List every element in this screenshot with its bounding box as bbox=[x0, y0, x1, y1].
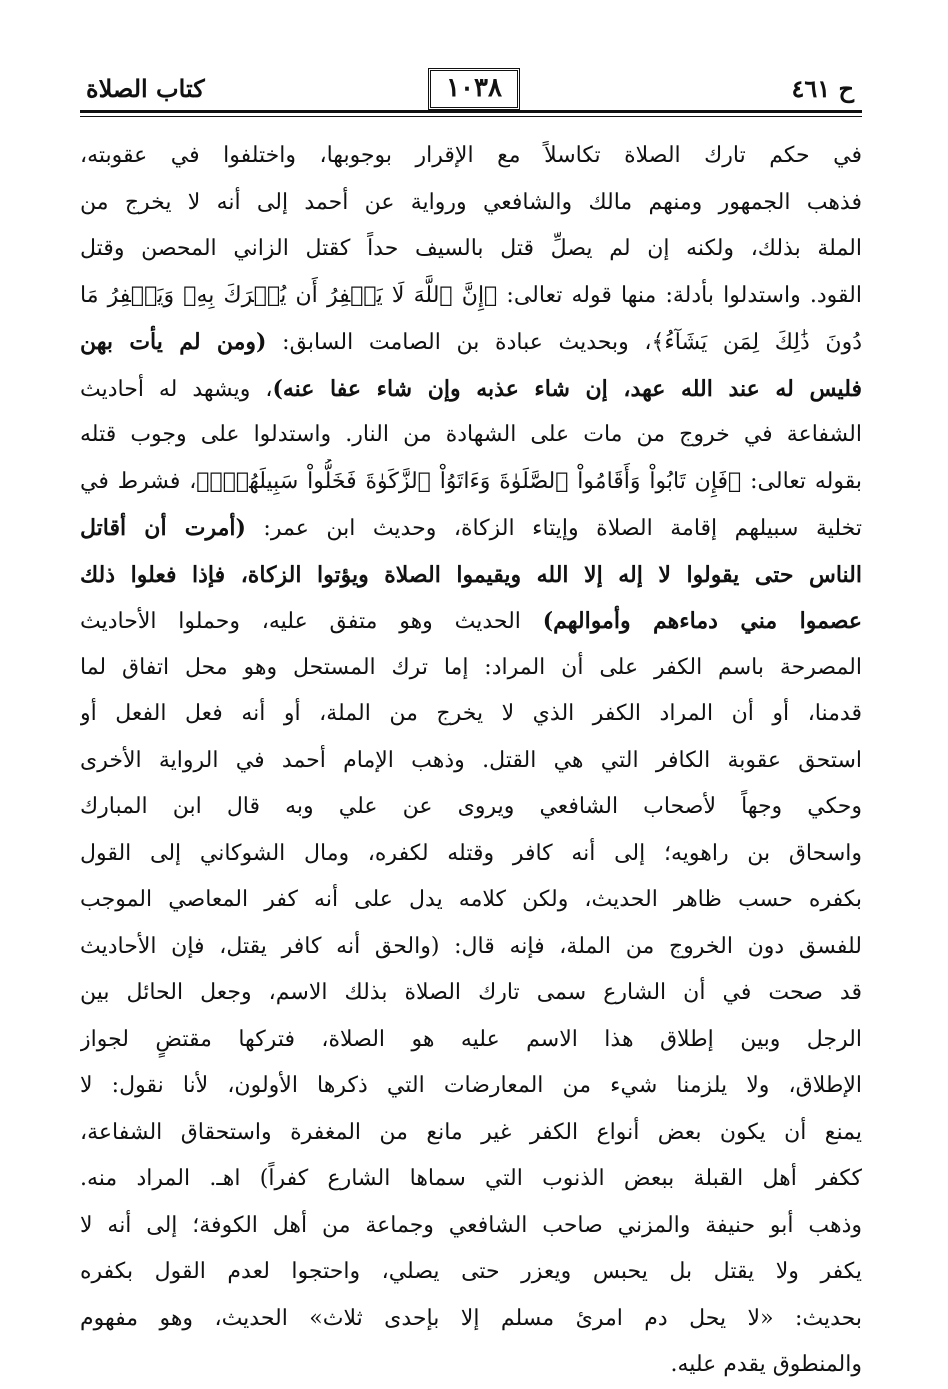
page-number: ١٠٣٨ bbox=[428, 68, 520, 110]
text-segment: والمنطوق يقدم عليه. bbox=[670, 1352, 862, 1377]
text-segment: للفسق دون الخروج من الملة، فإنه قال: (والحق أنه كافر يقتل، فإن الأحاديث bbox=[80, 933, 862, 959]
text-line bbox=[80, 366, 862, 413]
text-segment: بقوله تعالى: ﴿فَإِن تَابُواْ وَأَقَامُواْ ٱلصَّلَوٰةَ وَءَاتَوُاْ ٱلزَّكَوٰةَ فَخَلُّواْ سَبِيلَهُمۡۚ﴾، فشرط في bbox=[80, 468, 862, 494]
page-header bbox=[80, 72, 860, 114]
hadith-quote: (أمرت أن أقاتل bbox=[80, 515, 246, 541]
text-line bbox=[80, 738, 862, 785]
text-segment: يمنع أن يكون بعض أنواع الكفر غير مانع من المغفرة واستحقاق الشفاعة، bbox=[80, 1119, 862, 1145]
text-segment: يكفر ولا يقتل بل يحبس ويعزر حتى يصلي، واحتجوا لعدم القول بكفره bbox=[80, 1259, 862, 1284]
text-segment: الملة بذلك، ولكنه إن لم يصلِّ قتل بالسيف حداً كقتل الزاني المحصن وقتل bbox=[80, 236, 862, 261]
text-line bbox=[80, 552, 862, 599]
text-segment: استحق عقوبة الكافر التي هي القتل. وذهب الإمام أحمد في الرواية الأخرى bbox=[80, 747, 862, 773]
text-segment: في حكم تارك الصلاة تكاسلاً مع الإقرار بوجوبها، واختلفوا في عقوبته، bbox=[80, 143, 862, 168]
text-segment: الرجل وبين إطلاق هذا الاسم عليه هو الصلاة، فتركها مقتضٍ لجواز bbox=[80, 1026, 862, 1052]
text-line bbox=[80, 1110, 862, 1157]
text-segment: تخلية سبيلهم إقامة الصلاة وإيتاء الزكاة، وحديث ابن عمر: bbox=[245, 516, 862, 541]
text-segment: وحكي وجهاً لأصحاب الشافعي ويروى عن علي وبه قال ابن المبارك bbox=[80, 794, 862, 819]
text-line bbox=[80, 831, 862, 878]
hadith-quote: عصموا مني دماءهم وأموالهم) bbox=[542, 608, 862, 634]
text-line bbox=[80, 691, 862, 738]
volume-ref: ح ٤٦١ bbox=[791, 74, 854, 103]
text-line bbox=[80, 970, 862, 1017]
text-segment: بحديث: «لا يحل دم امرئ مسلم إلا بإحدى ثلاث» الحديث، وهو مفهوم bbox=[80, 1305, 862, 1331]
text-line bbox=[80, 924, 862, 971]
header-rule-thin bbox=[80, 116, 862, 117]
hadith-quote: الناس حتى يقولوا لا إله إلا الله ويقيموا الصلاة ويؤتوا الزكاة، فإذا فعلوا ذلك bbox=[80, 561, 862, 588]
text-segment: قدمنا، أو أن المراد الكفر الذي لا يخرج من الملة، أو أنه فعل الفعل أو bbox=[80, 701, 862, 726]
text-segment: دُونَ ذَٰلِكَ لِمَن يَشَآءُ﴾، وبحديث عبادة بن الصامت السابق: bbox=[266, 330, 862, 355]
body-text bbox=[80, 133, 862, 1389]
text-segment: بكفره حسب ظاهر الحديث، ولكن كلامه يدل على أنه كفر المعاصي الموجب bbox=[80, 887, 862, 912]
text-segment: ككفر أهل القبلة ببعض الذنوب التي سماها الشارع كفراً) اهـ. المراد منه. bbox=[80, 1166, 862, 1191]
text-line bbox=[80, 1063, 862, 1110]
text-segment: ، ويشهد له أحاديث bbox=[80, 376, 273, 402]
book-title: كتاب الصلاة bbox=[86, 74, 205, 103]
text-line bbox=[80, 1342, 862, 1389]
text-line bbox=[80, 180, 862, 227]
text-segment: الإطلاق، ولا يلزمنا شيء من المعارضات التي ذكرها الأولون، لأنا نقول: لا bbox=[80, 1073, 862, 1098]
text-segment: المصرحة باسم الكفر على أن المراد: إما ترك المستحل وهو محل اتفاق لما bbox=[80, 654, 862, 680]
hadith-quote: (ومن لم يأت بهن bbox=[80, 329, 267, 355]
text-segment: قد صحت في أن الشارع سمى تارك الصلاة بذلك الاسم، وجعل الحائل بين bbox=[80, 980, 862, 1005]
text-line bbox=[80, 273, 862, 320]
text-line bbox=[80, 1203, 862, 1250]
text-segment: فذهب الجمهور ومنهم مالك والشافعي ورواية عن أحمد إلى أنه لا يخرج من bbox=[80, 189, 862, 215]
text-line bbox=[80, 1249, 862, 1296]
text-segment: الحديث وهو متفق عليه، وحملوا الأحاديث bbox=[80, 609, 543, 634]
text-line bbox=[80, 133, 862, 180]
text-line bbox=[80, 877, 862, 924]
text-line bbox=[80, 505, 862, 552]
text-line bbox=[80, 645, 862, 692]
text-line bbox=[80, 598, 862, 645]
text-line bbox=[80, 319, 862, 366]
text-segment: واسحاق بن راهويه؛ إلى أنه كافر وقتله لكفره، ومال الشوكاني إلى القول bbox=[80, 840, 862, 866]
text-segment: وذهب أبو حنيفة والمزني صاحب الشافعي وجماعة من أهل الكوفة؛ إلى أنه لا bbox=[80, 1212, 862, 1238]
text-line bbox=[80, 784, 862, 831]
text-line bbox=[80, 1017, 862, 1064]
text-line bbox=[80, 226, 862, 273]
hadith-quote: فليس له عند الله عهد، إن شاء عذبه وإن شاء عفا عنه) bbox=[272, 375, 862, 402]
text-line bbox=[80, 1156, 862, 1203]
text-line bbox=[80, 1296, 862, 1343]
text-segment: الشفاعة في خروج من مات على الشهادة من النار. واستدلوا على وجوب قتله bbox=[80, 422, 862, 447]
header-rule bbox=[80, 110, 862, 113]
text-segment: القود. واستدلوا بأدلة: منها قوله تعالى: ﴿إِنَّ ٱللَّهَ لَا يَغۡفِرُ أَن يُشۡرَكَ بِهِۦ وَيَغۡفِرُ مَا bbox=[80, 282, 862, 308]
text-line bbox=[80, 459, 862, 506]
text-line bbox=[80, 412, 862, 459]
